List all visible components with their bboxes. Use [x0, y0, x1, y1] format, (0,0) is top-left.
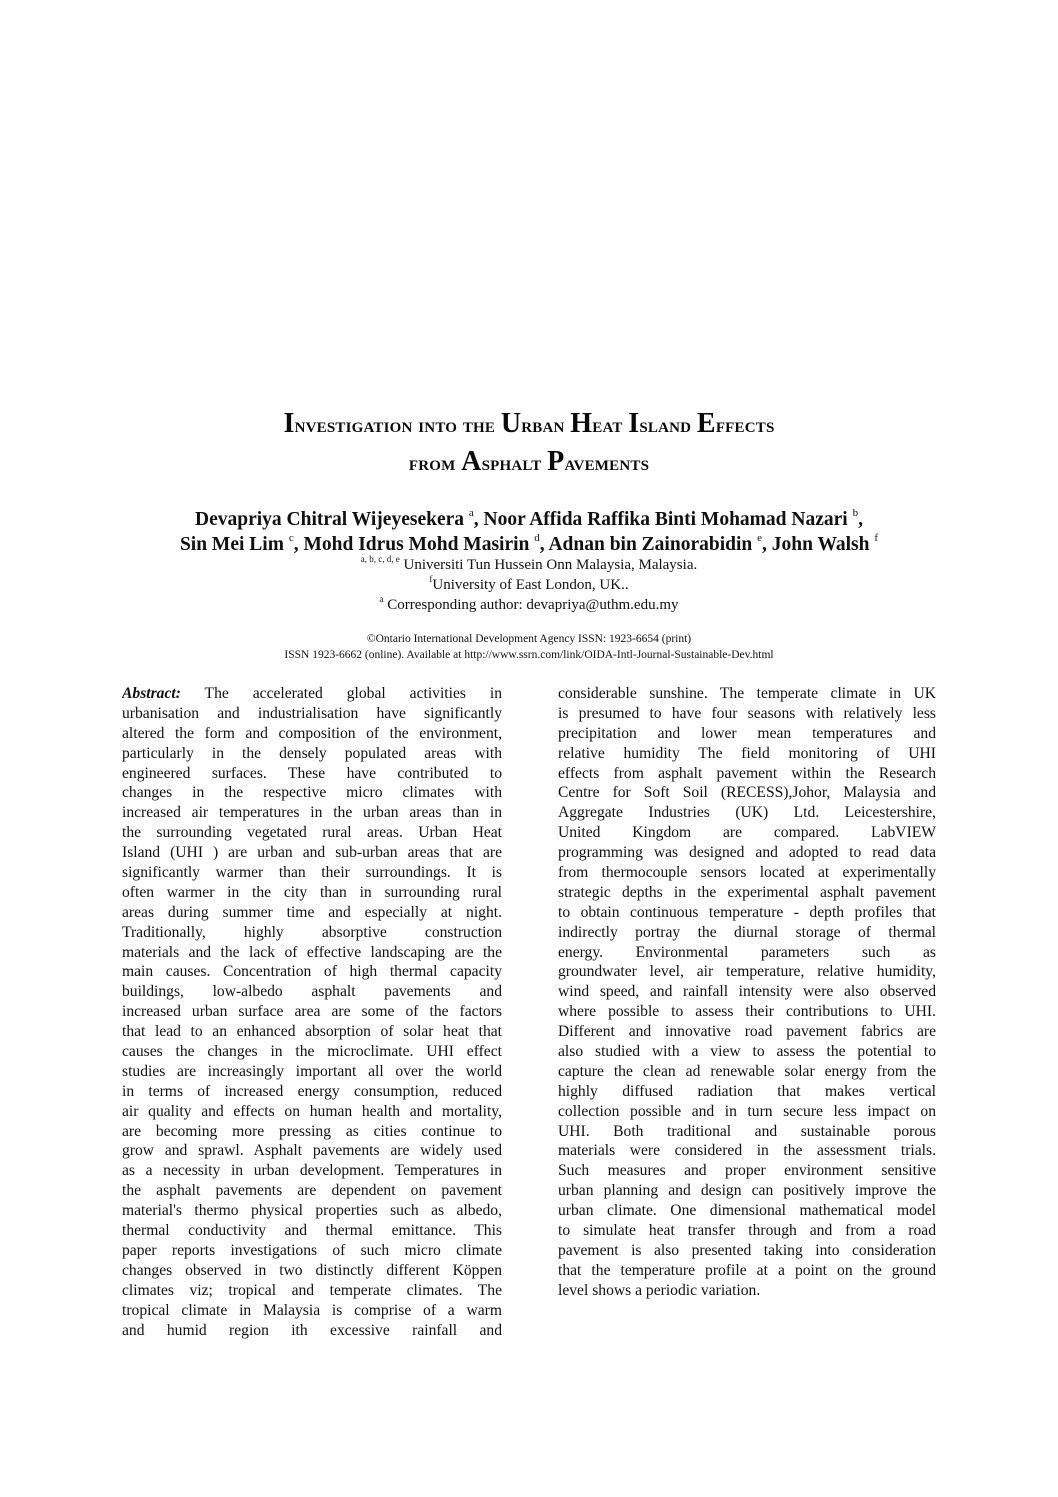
author-affiliation-marker: a: [468, 507, 474, 519]
abstract-line: groundwater level, air temperature, relative humidity,: [558, 963, 936, 981]
abstract-line: the asphalt pavements are dependent on pavement: [122, 1182, 502, 1200]
authors-line-1: [0, 508, 1058, 532]
abstract-line: considerable sunshine. The temperate climate in UK: [558, 685, 936, 702]
author-name: Mohd Idrus Mohd Masirin: [303, 534, 535, 555]
author-name: Adnan bin Zainorabidin: [548, 534, 758, 555]
title-text: ffects: [715, 412, 775, 437]
title-text: sland: [639, 412, 697, 437]
abstract-line: increased air temperatures in the urban areas than in: [122, 804, 502, 822]
abstract-line: as a necessity in urban development. Temperatures in: [122, 1162, 502, 1180]
abstract-line: air quality and effects on human health and mortality,: [122, 1102, 502, 1120]
abstract-line: materials were considered in the assessment trials.: [558, 1142, 936, 1160]
abstract-left-column: [122, 684, 502, 1340]
author-affiliation-marker: d: [534, 532, 540, 544]
abstract-line: urban planning and design can positively improve the: [558, 1182, 936, 1200]
title-initial: I: [283, 408, 295, 439]
author-name: Devapriya Chitral Wijeyesekera: [195, 509, 469, 530]
abstract-line: that lead to an enhanced absorption of solar heat that: [122, 1023, 502, 1041]
abstract-line: precipitation and lower mean temperatures and: [558, 724, 936, 742]
title-text: sphalt: [481, 450, 548, 475]
abstract-line: Such measures and proper environment sensitive: [558, 1162, 936, 1180]
abstract-line: grow and sprawl. Asphalt pavements are widely used: [122, 1142, 502, 1160]
author-affiliation-marker: c: [288, 532, 294, 544]
abstract-line: where possible to assess their contributions to UHI.: [558, 1003, 936, 1021]
affiliation-uel: [0, 576, 1058, 594]
affiliation-marker: a: [379, 594, 384, 604]
abstract-line: level shows a periodic variation.: [558, 1281, 761, 1299]
abstract-line: strategic depths in the experimental asphalt pavement: [558, 883, 936, 901]
abstract-line: capture the clean ad renewable solar energy from the: [558, 1062, 936, 1080]
abstract-line: thermal conductivity and thermal emittance. This: [122, 1222, 502, 1240]
abstract-line: increased urban surface area are some of the factors: [122, 1003, 502, 1021]
abstract-line: engineered surfaces. These have contributed to: [122, 764, 502, 782]
title-initial: I: [628, 408, 640, 439]
abstract-line: particularly in the densely populated areas with: [122, 744, 502, 762]
author-separator: ,: [858, 509, 863, 530]
author-separator: ,: [473, 509, 484, 530]
abstract-line: Aggregate Industries (UK) Ltd. Leicestershire,: [558, 804, 936, 822]
abstract-line: often warmer in the city than in surrounding rural: [122, 883, 502, 901]
abstract-line: to obtain continuous temperature - depth profiles that: [558, 903, 936, 921]
title-text: from: [408, 450, 462, 475]
abstract-line: and humid region ith excessive rainfall and: [122, 1321, 502, 1339]
affiliation-text: Universiti Tun Hussein Onn Malaysia, Malaysia.: [399, 557, 698, 573]
abstract-line: urban climate. One dimensional mathematical model: [558, 1202, 936, 1220]
abstract-line: buildings, low-albedo asphalt pavements and: [122, 983, 502, 1001]
author-separator: ,: [762, 534, 772, 555]
publication-issn-online: ISSN 1923-6662 (online). Available at http://www.ssrn.com/link/OIDA-Intl-Journal-Sustainable-Dev.html: [284, 649, 774, 661]
abstract-line: relative humidity The field monitoring of UHI: [558, 744, 936, 762]
abstract-line: effects from asphalt pavement within the Research: [558, 764, 936, 782]
abstract-line: [122, 684, 502, 704]
abstract-line: material's thermo physical properties such as albedo,: [122, 1202, 502, 1220]
abstract-line: paper reports investigations of such micro climate: [122, 1241, 502, 1259]
title-text: rban: [521, 412, 571, 437]
title-initial: E: [696, 408, 716, 439]
abstract-label: Abstract:: [122, 685, 181, 702]
abstract-line: changes observed in two distinctly different Köppen: [122, 1261, 502, 1279]
abstract-line: programming was designed and adopted to read data: [558, 844, 936, 862]
abstract-line: UHI. Both traditional and sustainable porous: [558, 1122, 936, 1140]
abstract-line: United Kingdom are compared. LabVIEW: [558, 824, 936, 842]
author-name: Noor Affida Raffika Binti Mohamad Nazari: [483, 509, 853, 530]
abstract-line: wind speed, and rainfall intensity were also observed: [558, 983, 936, 1001]
title-initial: P: [547, 446, 565, 477]
abstract-line: Traditionally, highly absorptive construction: [122, 923, 502, 941]
affiliation-text: University of East London, UK..: [432, 577, 629, 593]
abstract-line-text: The accelerated global activities in: [180, 685, 502, 702]
abstract-line: tropical climate in Malaysia is comprise of a warm: [122, 1301, 502, 1319]
abstract-line: also studied with a view to assess the potential to: [558, 1043, 936, 1061]
abstract-line: are becoming more pressing as cities continue to: [122, 1122, 502, 1140]
abstract-line: significantly warmer than their surroundings. It is: [122, 864, 502, 882]
corresponding-author: [0, 596, 1058, 614]
abstract-line: causes the changes in the microclimate. UHI effect: [122, 1043, 502, 1061]
abstract-line: changes in the respective micro climates with: [122, 784, 502, 802]
abstract-line: that the temperature profile at a point on the ground: [558, 1261, 936, 1279]
abstract-line: the surrounding vegetated rural areas. Urban Heat: [122, 824, 502, 842]
abstract-line: energy. Environmental parameters such as: [558, 943, 936, 961]
abstract-line: collection possible and in turn secure less impact on: [558, 1102, 936, 1120]
authors-line-2: [0, 533, 1058, 557]
publication-issn-print: ©Ontario International Development Agency ISSN: 1923-6654 (print): [366, 633, 692, 645]
author-separator: ,: [293, 534, 304, 555]
abstract-line: areas during summer time and especially at night.: [122, 903, 502, 921]
title-initial: H: [570, 408, 593, 439]
title-text: avements: [564, 450, 650, 475]
abstract-line: climates viz; tropical and temperate climates. The: [122, 1281, 502, 1299]
author-affiliation-marker: e: [757, 532, 762, 544]
affiliation-marker: f: [429, 574, 433, 584]
title-initial: A: [461, 446, 482, 477]
author-name: John Walsh: [771, 534, 875, 555]
author-affiliation-marker: b: [852, 507, 859, 519]
affiliation-marker: a, b, c, d, e: [360, 554, 400, 564]
abstract-line: from thermocouple sensors located at experimentally: [558, 864, 936, 882]
abstract-line: urbanisation and industrialisation have significantly: [122, 704, 502, 722]
author-separator: ,: [539, 534, 549, 555]
abstract-line: is presumed to have four seasons with relatively less: [558, 704, 936, 722]
title-initial: U: [500, 408, 522, 439]
paper-title-line-1: [0, 409, 1058, 440]
abstract-line: studies are increasingly important all over the world: [122, 1062, 502, 1080]
title-text: eat: [592, 412, 629, 437]
abstract-line: altered the form and composition of the environment,: [122, 724, 502, 742]
abstract-line: Island (UHI ) are urban and sub-urban areas that are: [122, 844, 502, 862]
abstract-right-column: [558, 684, 936, 1301]
affiliation-uthm: [0, 556, 1058, 574]
abstract-line: indirectly portray the diurnal storage of thermal: [558, 923, 936, 941]
abstract-line: highly diffused radiation that makes vertical: [558, 1082, 936, 1100]
abstract-line: Centre for Soft Soil (RECESS),Johor, Malaysia and: [558, 784, 936, 802]
abstract-line: in terms of increased energy consumption, reduced: [122, 1082, 502, 1100]
author-name: Sin Mei Lim: [179, 534, 289, 555]
author-affiliation-marker: f: [874, 532, 879, 544]
corresponding-author-text: Corresponding author: devapriya@uthm.edu.my: [383, 597, 679, 613]
abstract-line: Different and innovative road pavement fabrics are: [558, 1023, 936, 1041]
abstract-line: materials and the lack of effective landscaping are the: [122, 943, 502, 961]
paper-title-line-2: [0, 447, 1058, 478]
abstract-line: pavement is also presented taking into consideration: [558, 1241, 936, 1259]
title-text: nvestigation into the: [294, 412, 501, 437]
abstract-line: main causes. Concentration of high thermal capacity: [122, 963, 502, 981]
abstract-line: to simulate heat transfer through and from a road: [558, 1222, 936, 1240]
